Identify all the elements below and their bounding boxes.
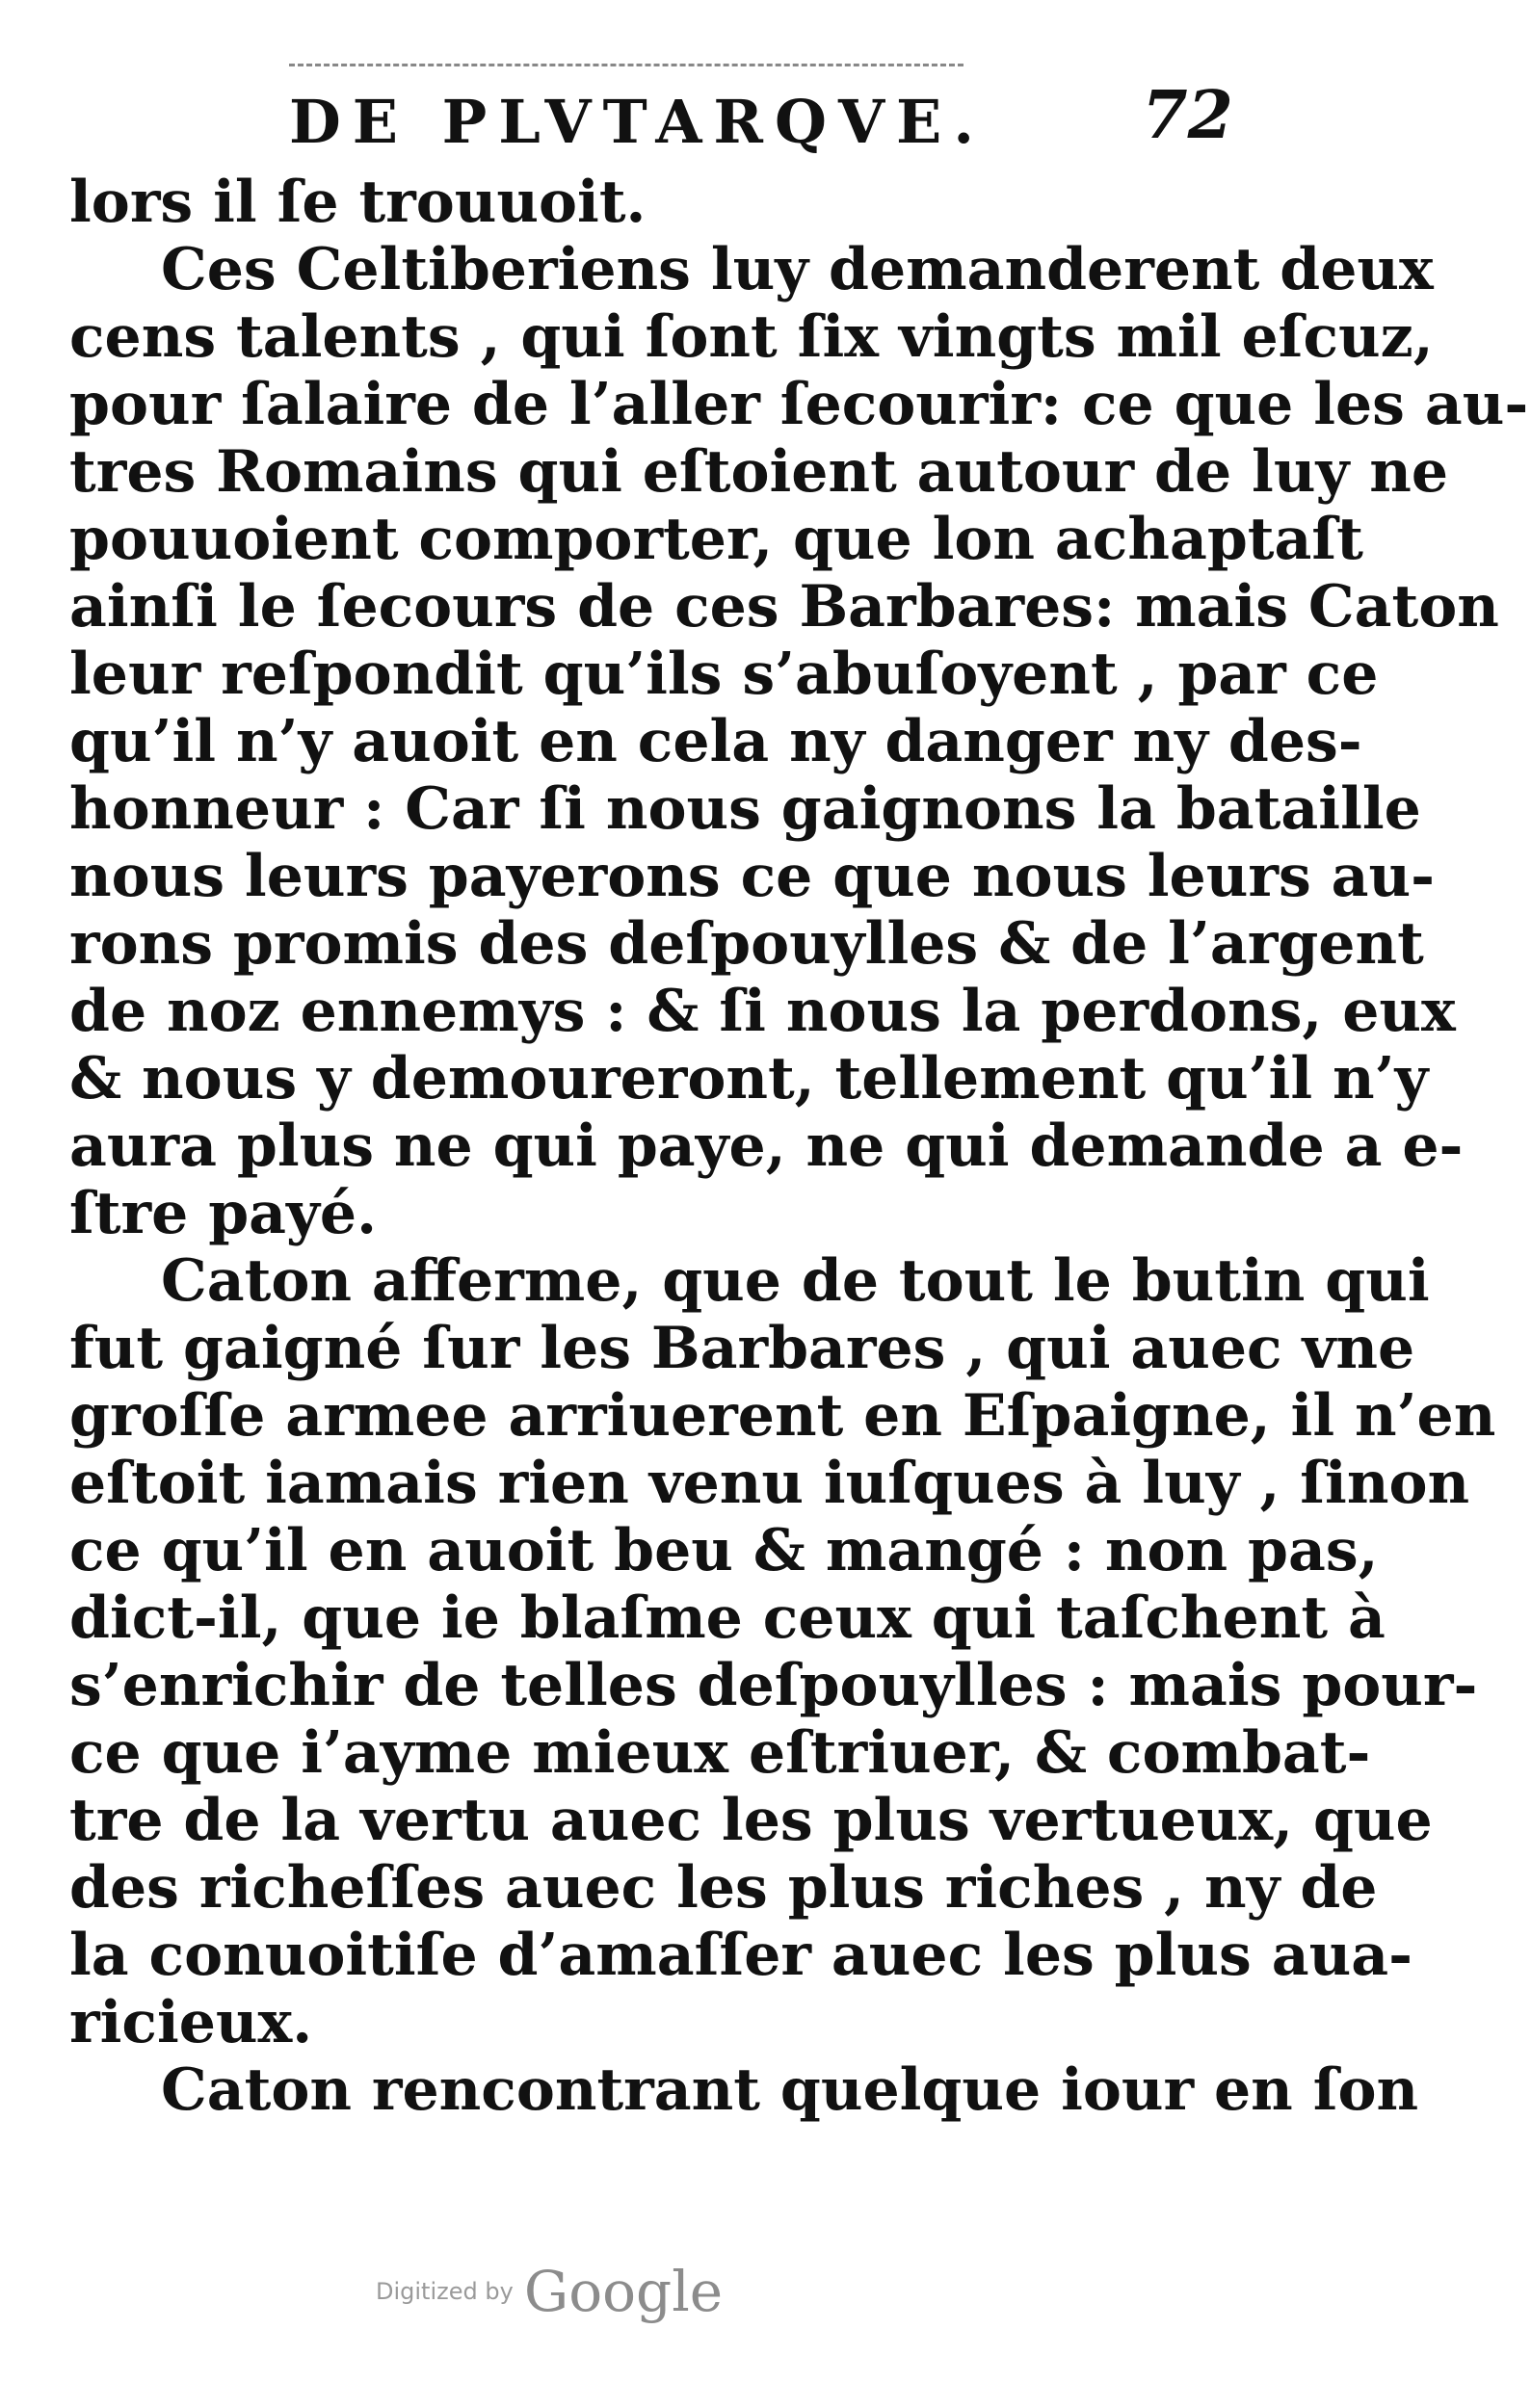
text-line: ricieux. (69, 1989, 313, 2056)
text-line: ce que i’ayme mieux eſtriuer, & combat- (69, 1719, 1371, 1787)
text-line: s’enrichir de telles deſpouylles : mais pour- (69, 1652, 1478, 1719)
text-line: qu’il n’y auoit en cela ny danger ny des- (69, 708, 1362, 775)
text-line: eſtoit iamais rien venu iuſques à luy , ſinon (69, 1450, 1470, 1517)
text-line: Caton rencontrant quelque iour en ſon (161, 2056, 1419, 2124)
digitized-brand: Google (523, 2259, 724, 2324)
text-line: tres Romains qui eſtoient autour de luy ne (69, 438, 1449, 506)
text-line: honneur : Car ſi nous gaignons la bataille (69, 775, 1421, 843)
text-line: tre de la vertu auec les plus vertueux, que (69, 1787, 1433, 1854)
text-line: nous leurs payerons ce que nous leurs au- (69, 843, 1436, 910)
page-header (289, 67, 1233, 173)
body-text (69, 169, 1529, 2124)
text-line: lors il ſe trouuoit. (69, 169, 647, 236)
text-line: dict-il, que ie blaſme ceux qui taſchent à (69, 1584, 1386, 1652)
text-line: leur reſpondit qu’ils s’abuſoyent , par ce (69, 641, 1379, 708)
text-line: groſſe armee arriuerent en Eſpaigne, il n’en (69, 1382, 1496, 1450)
text-line: pouuoient comporter, que lon achaptaſt (69, 506, 1363, 573)
text-line: & nous y demoureront, tellement qu’il n’y (69, 1045, 1429, 1112)
text-line: ſtre payé. (69, 1180, 377, 1247)
text-line: ce qu’il en auoit beu & mangé : non pas, (69, 1517, 1379, 1584)
text-line: Caton afferme, que de tout le butin qui (161, 1247, 1430, 1315)
text-line: aura plus ne qui paye, ne qui demande a e- (69, 1112, 1464, 1180)
page-number: 72 (1142, 77, 1233, 154)
text-line: Ces Celtiberiens luy demanderent deux (161, 236, 1434, 303)
text-line: fut gaigné ſur les Barbares , qui auec vne (69, 1315, 1415, 1382)
text-line: des richeſſes auec les plus riches , ny de (69, 1854, 1378, 1922)
text-line: cens talents , qui ſont ſix vingts mil eſcuz, (69, 303, 1434, 371)
running-title: DE PLVTARQVE. (289, 87, 986, 157)
text-line: de noz ennemys : & ſi nous la perdons, eux (69, 978, 1456, 1045)
text-line: la conuoitiſe d’amaſſer auec les plus aua- (69, 1922, 1412, 1989)
digitized-prefix: Digitized by (376, 2278, 514, 2305)
top-rule (289, 64, 963, 66)
text-line: pour ſalaire de l’aller ſecourir: ce que les au- (69, 371, 1529, 438)
text-line: ainſi le ſecours de ces Barbares: mais Caton (69, 573, 1499, 641)
digitization-watermark (376, 2259, 858, 2336)
text-line: rons promis des deſpouylles & de l’argent (69, 910, 1424, 978)
